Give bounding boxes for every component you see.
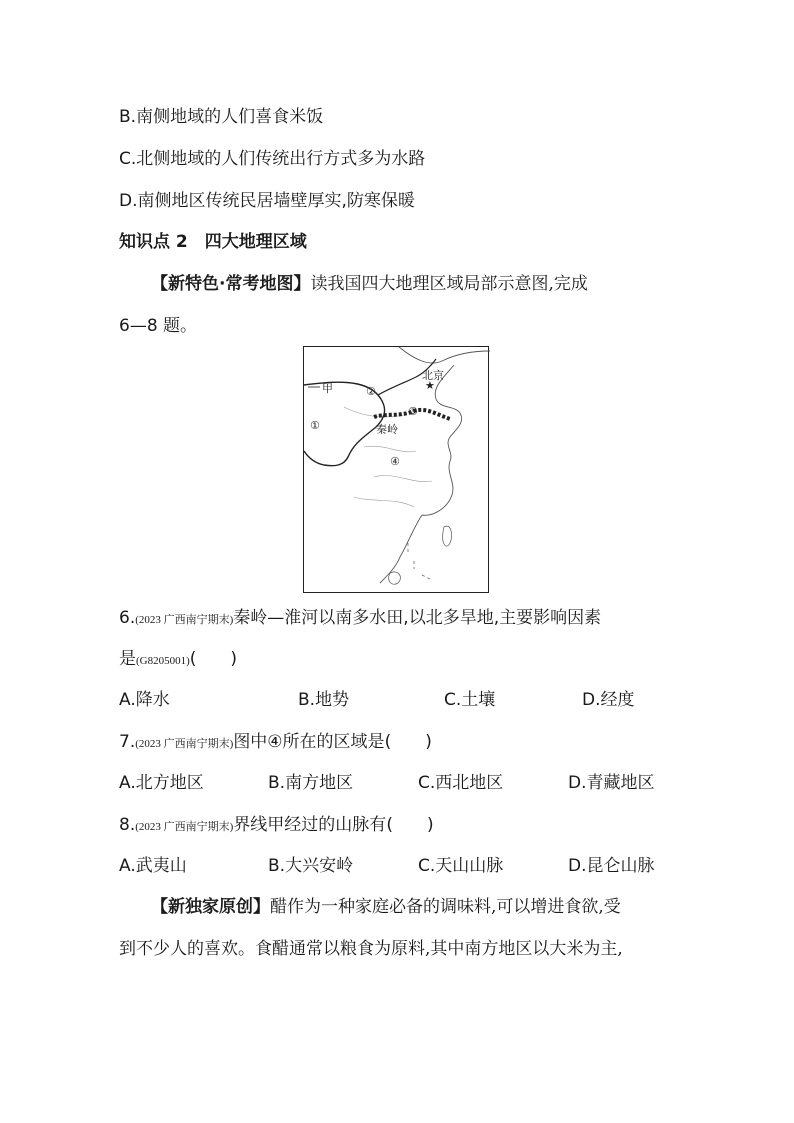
q7-text: 图中④所在的区域是 <box>233 732 385 752</box>
coastline <box>399 347 490 363</box>
southeast-coast <box>380 515 422 583</box>
hainan-island <box>389 572 401 584</box>
q8-option-b[interactable]: B.大兴安岭 <box>268 856 354 876</box>
intro-paragraph <box>151 272 588 296</box>
q6-code: (G8205001) <box>136 655 190 667</box>
q6-text2: 是 <box>119 649 136 669</box>
q7-option-c[interactable]: C.西北地区 <box>418 773 504 793</box>
q8-option-d[interactable]: D.昆仑山脉 <box>568 856 655 876</box>
intro-range: 6—8 题。 <box>119 316 198 336</box>
map-label-region-2: ② <box>366 385 376 398</box>
option-b-previous: B.南侧地域的人们喜食米饭 <box>119 107 324 127</box>
q6-number: 6. <box>119 608 136 628</box>
q7-blank: ( ) <box>384 732 432 752</box>
q8-option-c[interactable]: C.天山山脉 <box>418 856 504 876</box>
q8-text: 界线甲经过的山脉有 <box>233 815 387 835</box>
q7-number: 7. <box>119 732 136 752</box>
map-label-region-3: ③ <box>408 405 418 418</box>
regions-map-drawing <box>304 347 490 594</box>
option-d-previous: D.南侧地区传统民居墙壁厚实,防寒保暖 <box>119 191 415 211</box>
option-c-previous: C.北侧地域的人们传统出行方式多为水路 <box>119 149 426 169</box>
q8-number: 8. <box>119 815 136 835</box>
q8-source: (2023 广西南宁期末) <box>135 821 234 833</box>
question-6-line2 <box>119 647 237 673</box>
q6-option-a[interactable]: A.降水 <box>119 690 170 710</box>
q6-option-b[interactable]: B.地势 <box>298 690 350 710</box>
original-paragraph <box>151 895 621 919</box>
sea-islands-line <box>408 543 430 579</box>
question-8 <box>119 813 434 839</box>
intro-text: 读我国四大地理区域局部示意图,完成 <box>310 274 588 294</box>
q7-option-b[interactable]: B.南方地区 <box>268 773 354 793</box>
province-borders <box>344 407 432 507</box>
q8-blank: ( ) <box>386 815 434 835</box>
q6-source: (2023 广西南宁期末) <box>135 614 234 626</box>
map-label-beijing: 北京 <box>422 369 444 382</box>
q6-option-c[interactable]: C.土壤 <box>444 690 496 710</box>
question-7 <box>119 730 432 756</box>
map-label-region-1: ① <box>310 419 320 432</box>
section-heading: 知识点 2 四大地理区域 <box>119 232 307 252</box>
question-6 <box>119 606 601 632</box>
original-text-1: 醋作为一种家庭必备的调味料,可以增进食欲,受 <box>270 897 621 917</box>
intro-tag: 【新特色·常考地图】 <box>151 274 311 294</box>
q6-blank: ( ) <box>189 649 238 669</box>
regions-map <box>303 346 489 593</box>
q7-source: (2023 广西南宁期末) <box>135 738 234 750</box>
q7-option-d[interactable]: D.青藏地区 <box>568 773 655 793</box>
q7-option-a[interactable]: A.北方地区 <box>119 773 204 793</box>
q6-option-d[interactable]: D.经度 <box>582 690 635 710</box>
taiwan-island <box>443 526 452 546</box>
original-text-2: 到不少人的喜欢。食醋通常以粮食为原料,其中南方地区以大米为主, <box>119 939 623 959</box>
map-label-qinling: 秦岭 <box>376 423 398 436</box>
q8-option-a[interactable]: A.武夷山 <box>119 856 187 876</box>
original-tag: 【新独家原创】 <box>151 897 270 917</box>
beijing-star-icon: ★ <box>425 379 435 392</box>
map-label-jia: 甲 <box>322 382 333 395</box>
map-label-region-4: ④ <box>390 455 400 468</box>
q6-text: 秦岭—淮河以南多水田,以北多旱地,主要影响因素 <box>233 608 602 628</box>
